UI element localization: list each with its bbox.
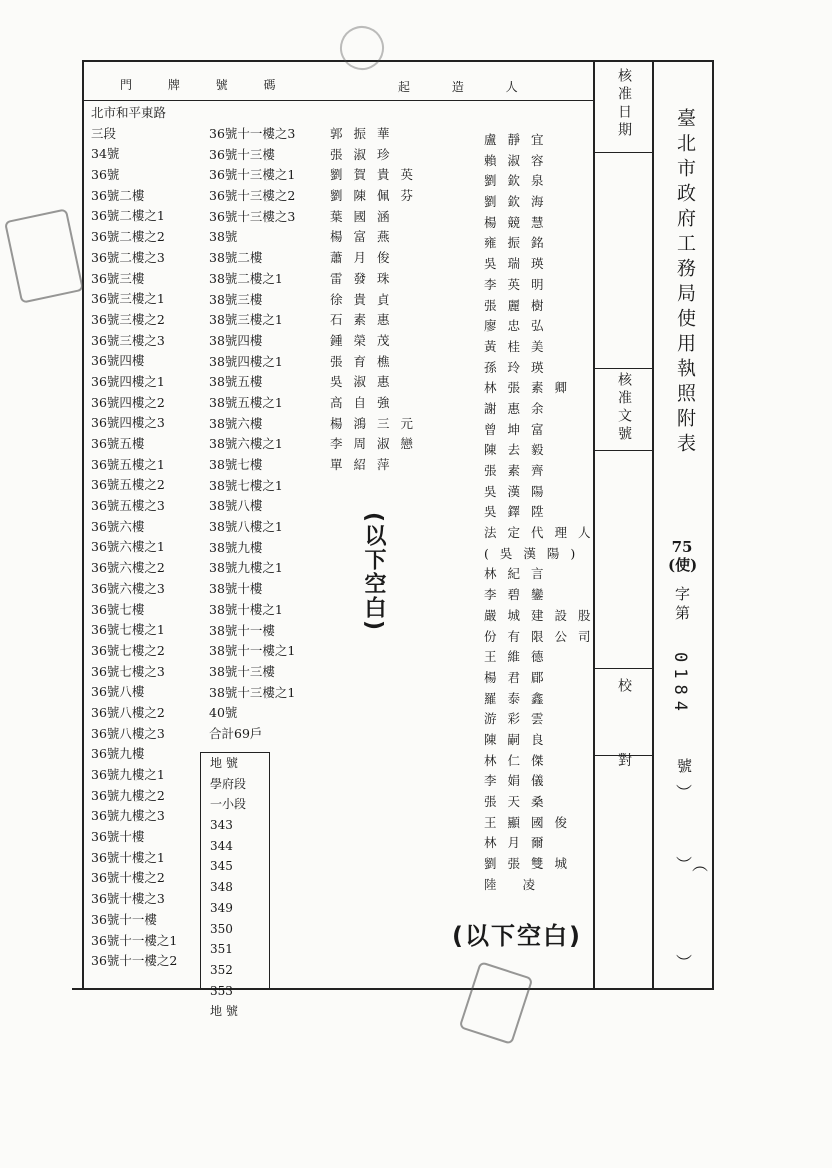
paren-mark-2: ︶︵ [676,855,709,874]
builder-name: 楊鴻三元 [330,415,425,431]
doc-number-year: 75(使) [668,538,698,574]
address-item: 36號六樓之3 [91,580,165,596]
address-item: 36號九樓之3 [91,808,165,824]
builder-name: 張素齊 [484,463,555,478]
address-item: 36號四樓之3 [91,415,165,431]
land-number-list [210,754,246,1023]
builder-name: 孫玲瑛 [484,359,555,375]
address-item: 36號九樓 [91,746,145,762]
builder-name: 廖忠弘 [484,318,555,334]
address-item: 36號十樓之2 [91,870,165,886]
proof-cell-top [594,668,652,669]
builder-name: 雷發珠 [330,270,401,286]
page-title: 臺北市政府工務局使用執照附表 [674,108,696,458]
doc-number-value: 0184 [670,652,690,717]
land-number-item: 344 [210,838,233,853]
docno-cell-line [594,450,652,451]
address-item: 38號十三樓之1 [209,684,296,700]
address-item: 36號二樓之2 [91,229,165,245]
land-number-item: 地 號 [210,1004,238,1019]
builder-name: 曾坤富 [484,421,555,437]
land-number-item: 352 [210,962,233,977]
frame-right [712,60,714,990]
builder-name: 林月爾 [484,835,555,851]
builder-name: 游彩雲 [484,711,555,727]
builder-name: 林紀言 [484,566,555,582]
builder-list-1 [330,124,424,476]
builder-name: 王顯國俊 [484,814,579,830]
blank-note-vertical: (以下空白) [361,512,386,633]
header-divider [84,100,594,101]
address-item: 36號十一樓 [91,911,157,927]
builder-name: 劉欽海 [484,194,555,210]
address-item: 36號五樓之2 [91,477,165,493]
builder-name: 李娟儀 [484,773,555,789]
builder-name: 李英明 [484,276,555,292]
address-item: 36號六樓 [91,518,145,534]
seal-stamp-left [4,208,84,303]
address-item: 36號十三樓 [209,146,275,162]
builder-name: 劉賀貴英 [330,167,425,183]
address-item: 36號十三樓之2 [209,188,296,204]
seal-stamp-top [334,20,390,76]
address-item: 36號三樓之3 [91,332,165,348]
address-item: 36號九樓之1 [91,767,165,782]
builder-name: 單紹萍 [330,457,401,472]
address-item: 北市和平東路 [91,105,167,120]
doc-number-hao: 號 [675,758,693,777]
address-item: 三段 [91,125,117,141]
address-item: 38號十樓之1 [209,601,283,617]
address-item: 36號七樓之3 [91,663,165,679]
builder-name: 楊君郿 [484,669,555,685]
builder-name: 楊競慧 [484,214,555,230]
builder-name: 陳嗣良 [484,731,555,747]
docno-cell-top [594,368,652,369]
address-item: 36號八樓之3 [91,725,165,741]
address-item: 36號六樓之1 [91,539,165,555]
builder-name: 徐貴貞 [330,291,401,307]
address-item: 36號四樓之1 [91,373,165,389]
address-item: 36號三樓 [91,270,145,286]
land-number-item: 地 號 [210,756,238,770]
address-item: 38號七樓之1 [209,477,283,493]
frame-bottom [72,988,714,990]
address-item: 36號八樓 [91,684,145,700]
address-item: 36號九樓之2 [91,787,165,803]
address-item: 36號七樓 [91,601,145,617]
builder-list-2 [484,130,602,895]
header-approval-date: 核准日期 [616,68,632,140]
address-item: 36號四樓之2 [91,394,165,410]
builder-name: 謝惠余 [484,400,555,416]
address-item: 36號四樓 [91,353,145,369]
address-item: 36號二樓 [91,187,145,203]
address-item: 36號十三樓之3 [209,208,296,224]
address-list-1 [91,103,177,972]
address-item: 38號六樓之1 [209,436,283,452]
address-item: 38號五樓 [209,374,263,390]
land-number-item: 353 [210,983,233,998]
land-number-item: 一小段 [210,797,247,812]
builder-name: 張淑珍 [330,146,401,162]
header-approval-doc-no: 核准文號 [616,372,632,444]
frame-left [82,60,84,990]
address-item: 38號 [209,229,238,245]
address-item: 36號十樓 [91,829,145,845]
address-item: 36號五樓之3 [91,498,165,514]
land-number-item: 學府段 [210,776,247,791]
address-item: 38號九樓 [209,539,263,555]
address-item: 36號七樓之2 [91,642,165,658]
builder-name: 劉張雙城 [484,856,579,872]
address-item: 36號十一樓之2 [91,953,178,969]
paren-mark-1: ︶ [676,783,693,802]
seal-stamp-bottom [459,961,534,1045]
address-item: 38號八樓 [209,498,263,514]
builder-name: 陳去毅 [484,442,555,458]
address-item: 38號二樓 [209,250,263,266]
address-item: 38號十一樓 [209,622,275,638]
builder-name: 份有限公司 [484,628,602,644]
address-item: 36號七樓之1 [91,622,165,638]
builder-name: 鍾榮茂 [330,332,401,348]
address-item: 38號十三樓 [209,663,275,679]
land-number-item: 350 [210,921,233,936]
col-divider-title [652,60,654,990]
builder-name: 雍振銘 [484,235,555,251]
address-item: 36號六樓之2 [91,560,165,576]
address-item: 36號八樓之2 [91,704,165,720]
builder-name: 郭振華 [330,126,401,141]
builder-name: 張天桑 [484,794,555,809]
address-item: 36號十樓之1 [91,849,165,865]
builder-name: 劉欽泉 [484,173,555,189]
address-item: 36號三樓之2 [91,311,165,327]
builder-name: 林張素卿 [484,380,579,396]
address-item: 36號十三樓之1 [209,167,296,183]
land-number-item: 349 [210,900,233,915]
address-item: 38號六樓 [209,415,263,431]
builder-name: 張麗樹 [484,297,555,313]
paren-mark-3: ︶ [676,953,693,972]
builder-name: 黃桂美 [484,338,555,354]
builder-name: 吳瑞瑛 [484,256,555,272]
address-item: 36號十一樓之3 [209,126,296,141]
builder-name: 吳鐸陞 [484,504,555,520]
address-item: 38號二樓之1 [209,270,283,286]
builder-name: 陸 凌 [484,876,546,892]
header-proofread: 校 對 [616,678,632,795]
address-item: 38號五樓之1 [209,394,283,410]
land-number-item: 348 [210,880,233,895]
address-item: 38號三樓之1 [209,312,283,328]
address-item: 36號十樓之3 [91,891,165,907]
address-item: 38號四樓之1 [209,353,283,369]
address-list-2 [209,124,295,745]
builder-name: 嚴城建設股 [484,607,602,623]
builder-name: 盧靜宜 [484,132,555,147]
builder-name: (吳漢陽) [484,545,587,561]
address-item: 38號十一樓之1 [209,643,296,659]
address-item: 38號九樓之1 [209,560,283,576]
address-item: 34號 [91,146,120,162]
address-item: 36號十一樓之1 [91,932,178,948]
builder-name: 張育樵 [330,353,401,369]
address-item: 40號 [209,705,238,721]
builder-name: 劉陳佩芬 [330,188,425,204]
address-item: 36號三樓之1 [91,291,165,307]
builder-name: 楊富燕 [330,229,401,245]
address-item: 38號四樓 [209,332,263,348]
doc-number-zi-di: 字第 [673,586,691,624]
address-item: 38號三樓 [209,291,263,307]
header-builder: 起 造 人 [398,80,519,94]
builder-name: 石素惠 [330,312,401,328]
header-door-number: 門 牌 號 碼 [120,78,277,92]
address-item: 38號十樓 [209,581,263,597]
builder-name: 蕭月俊 [330,250,401,266]
builder-name: 吳淑惠 [330,374,401,390]
builder-name: 李周淑戀 [330,436,425,452]
builder-name: 葉國涵 [330,208,401,224]
frame-top [84,60,714,62]
land-number-item: 343 [210,818,233,833]
builder-name: 林仁傑 [484,752,555,768]
blank-note-horizontal: (以下空白) [452,922,582,950]
address-item: 36號二樓之1 [91,208,165,224]
builder-name: 羅泰鑫 [484,690,555,706]
builder-name: 法定代理人 [484,525,602,541]
builder-name: 王維德 [484,649,555,665]
builder-name: 李碧鑾 [484,587,555,603]
address-item: 38號七樓 [209,457,263,472]
address-item: 38號八樓之1 [209,519,283,535]
builder-name: 賴淑容 [484,152,555,168]
date-cell-line [594,152,652,153]
address-item: 36號 [91,167,120,183]
land-number-item: 351 [210,942,233,957]
address-item: 合計69戶 [209,725,263,741]
land-number-item: 345 [210,859,233,874]
address-item: 36號二樓之3 [91,249,165,265]
builder-name: 高自強 [330,394,401,410]
address-item: 36號五樓之1 [91,456,165,472]
builder-name: 吳漢陽 [484,483,555,499]
address-item: 36號五樓 [91,436,145,451]
